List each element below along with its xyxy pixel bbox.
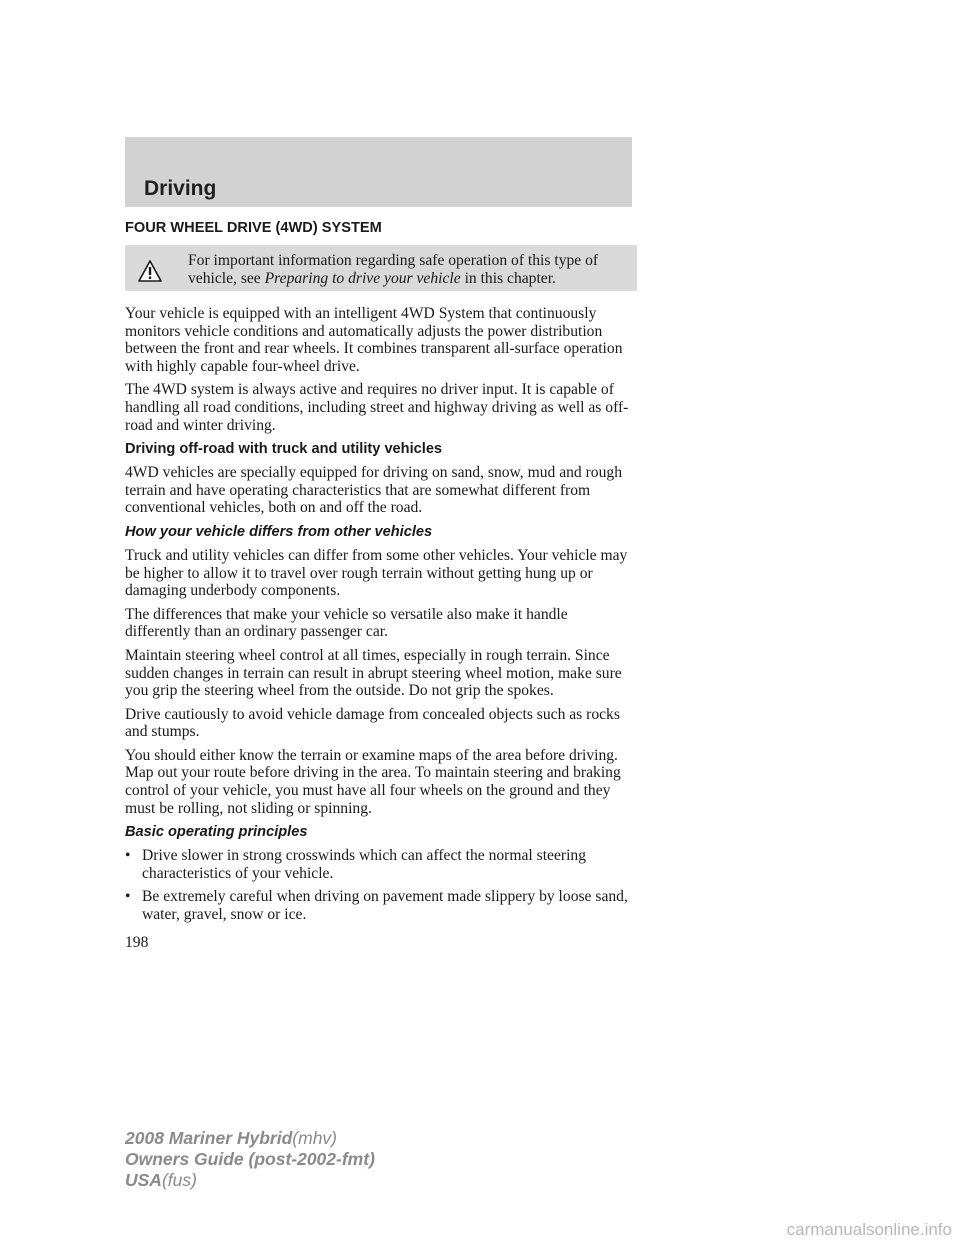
page-content: [125, 219, 637, 951]
intro-paragraph-2: The 4WD system is always active and requires no driver input. It is capable of handling all road conditions, including street and highway driving as well as off-road and winter driving.: [125, 381, 629, 434]
differs-heading: How your vehicle differs from other vehicles: [125, 523, 433, 540]
differs-paragraph-5: You should either know the terrain or examine maps of the area before driving. Map out your route before driving in the area. To maintain steering and braking control of your vehicle, you must have all four wheels on the ground and they must be rolling, not sliding or spinning.: [125, 746, 621, 817]
warning-text: For important information regarding safe operation of this type of vehicle, see Preparing to drive your vehicle in this chapter.: [188, 252, 599, 287]
footer-market: USA: [125, 1170, 162, 1190]
bullet-icon: •: [125, 847, 131, 865]
bullet-icon: •: [125, 888, 131, 906]
page-title: FOUR WHEEL DRIVE (4WD) SYSTEM: [125, 220, 382, 236]
list-item: • Be extremely careful when driving on pavement made slippery by loose sand, water, gravel, snow or ice.: [125, 888, 628, 924]
differs-paragraph-1: Truck and utility vehicles can differ from some other vehicles. Your vehicle may be higher to allow it to travel over rough terrain without getting hung up or damaging underbody components.: [125, 546, 628, 600]
differs-paragraph-4: Drive cautiously to avoid vehicle damage from concealed objects such as rocks and stumps.: [125, 705, 620, 741]
differs-paragraph-3: Maintain steering wheel control at all times, especially in rough terrain. Since sudden changes in terrain can result in abrupt steering wheel motion, make sure you grip the steering wheel from the outside. Do not grip the spokes.: [125, 646, 622, 700]
principles-list: [125, 847, 637, 923]
intro-paragraph-1: Your vehicle is equipped with an intelligent 4WD System that continuously monitors vehicle conditions and automatically adjusts the power distribution between the front and rear wheels. It combines transparent all-surface operation with highly capable four-wheel drive.: [125, 305, 623, 375]
offroad-paragraph: 4WD vehicles are specially equipped for driving on sand, snow, mud and rough terrain and have operating characteristics that are somewhat different from conventional vehicles, both on and off the road.: [125, 464, 622, 517]
footer-model: 2008 Mariner Hybrid: [125, 1128, 293, 1148]
warning-triangle-icon: [138, 260, 162, 282]
footer-market-code: (fus): [161, 1170, 197, 1190]
offroad-heading: Driving off-road with truck and utility vehicles: [125, 441, 443, 458]
principles-heading: Basic operating principles: [125, 824, 308, 841]
watermark: carmanualsonline.info: [786, 1220, 952, 1239]
warning-link-text: Preparing to drive your vehicle: [264, 269, 461, 287]
section-title: Driving: [144, 177, 217, 200]
section-header: [125, 137, 632, 207]
footer-guide: Owners Guide (post-2002-fmt): [125, 1149, 375, 1169]
page-number: 198: [125, 933, 149, 951]
list-item: • Drive slower in strong crosswinds which can affect the normal steering characteristics of your vehicle.: [125, 847, 587, 882]
differs-paragraph-2: The differences that make your vehicle so versatile also make it handle differently than an ordinary passenger car.: [125, 605, 568, 641]
footer-info: [125, 1128, 375, 1191]
warning-box: [125, 245, 637, 291]
footer-model-code: (mhv): [292, 1128, 338, 1148]
